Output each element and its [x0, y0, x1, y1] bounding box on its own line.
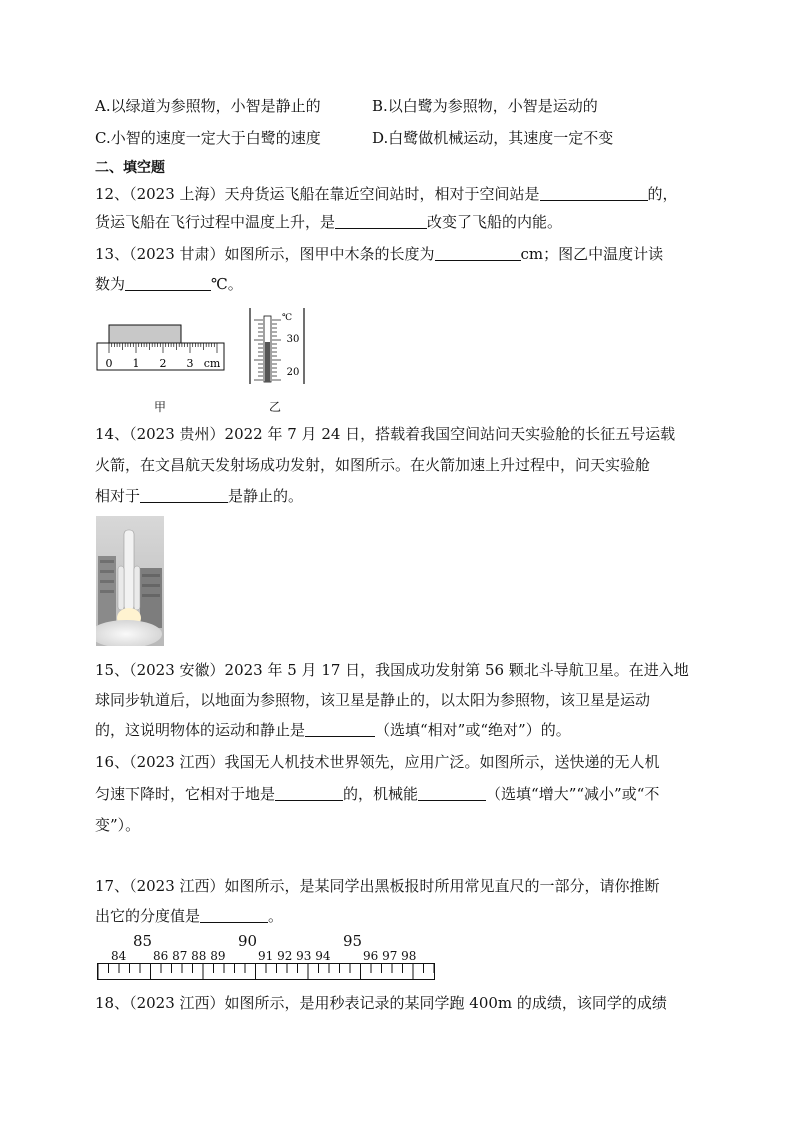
- thermometer-figure: [246, 306, 308, 386]
- q13-text-1a: 13、（2023 甘肃）如图所示，图甲中木条的长度为: [95, 245, 435, 263]
- thermo-liquid: [265, 342, 270, 382]
- q16-text-2b: 的，机械能: [343, 785, 419, 803]
- q14-text-3a: 相对于: [95, 487, 141, 505]
- q17-text-2b: 。: [268, 907, 284, 925]
- q14-blank[interactable]: [140, 488, 228, 503]
- ruler-big-label: 95: [343, 932, 363, 950]
- option-a: A.以绿道为参照物，小智是静止的: [95, 97, 321, 115]
- q18-line1: 18、（2023 江西）如图所示，是用秒表记录的某同学跑 400m 的成绩，该同学的成绩: [95, 994, 667, 1012]
- q14-line1: 14、（2023 贵州）2022 年 7 月 24 日，搭载着我国空间站问天实验舱的长征五号运载: [95, 425, 676, 443]
- q15-line1: 15、（2023 安徽）2023 年 5 月 17 日，我国成功发射第 56 颗北斗导航卫星。在进入地: [95, 661, 689, 679]
- ruler-tick-label: 3: [186, 357, 194, 370]
- ruler-big-label: 85: [133, 932, 153, 950]
- straight-ruler: [97, 963, 435, 980]
- straight-ruler-ticks: [97, 963, 435, 980]
- ruler-tick-label: 0: [105, 357, 113, 370]
- q12-blank-1[interactable]: [540, 186, 648, 201]
- q16-line1: 16、（2023 江西）我国无人机技术世界领先，应用广泛。如图所示，送快递的无人机: [95, 753, 660, 771]
- ruler-tick-label: 1: [132, 357, 140, 370]
- ruler-small-labels: 91 92 93 94: [258, 949, 331, 963]
- figure-label-a: 甲: [153, 400, 166, 414]
- q16-text-2c: （选填“增大”“减小”或“不: [486, 785, 660, 803]
- q13-text-1b: cm；图乙中温度计读: [520, 245, 664, 263]
- q17-line1: 17、（2023 江西）如图所示，是某同学出黑板报时所用常见直尺的一部分，请你推断: [95, 877, 660, 895]
- q13-text-2b: ℃。: [211, 275, 243, 293]
- ruler-small-labels: 96 97 98: [363, 949, 417, 963]
- q13-line1: [95, 244, 663, 264]
- ruler-big-label: 90: [238, 932, 258, 950]
- thermo-unit: ℃: [281, 313, 293, 323]
- ruler-tick-label: 2: [159, 357, 167, 370]
- q12-text-2a: 货运飞船在飞行过程中温度上升，是: [95, 213, 336, 231]
- q16-blank-2[interactable]: [418, 786, 486, 801]
- q17-text-2a: 出它的分度值是: [95, 907, 201, 925]
- q12-line2: [95, 212, 562, 232]
- q15-line3: [95, 720, 571, 740]
- q15-blank[interactable]: [305, 722, 375, 737]
- q12-line1: [95, 184, 678, 204]
- thermo-tick-label: 30: [286, 334, 300, 345]
- ruler-unit: cm: [203, 357, 221, 370]
- option-b: B.以白鹭为参照物，小智是运动的: [372, 97, 598, 115]
- option-d: D.白鹭做机械运动，其速度一定不变: [372, 129, 614, 147]
- q13-blank-1[interactable]: [435, 246, 521, 261]
- ruler-small-labels: 86 87 88 89: [153, 949, 226, 963]
- q17-blank[interactable]: [200, 908, 268, 923]
- q17-line2: [95, 906, 283, 926]
- ruler-figure: [92, 318, 232, 374]
- q16-blank-1[interactable]: [275, 786, 343, 801]
- q14-text-3b: 是静止的。: [228, 487, 304, 505]
- figure-label-b: 乙: [268, 400, 281, 414]
- wood-block: [109, 325, 181, 343]
- q13-blank-2[interactable]: [125, 276, 211, 291]
- section-title: 二、填空题: [95, 160, 165, 176]
- q13-text-2a: 数为: [95, 275, 126, 293]
- q16-text-2a: 匀速下降时，它相对于地是: [95, 785, 276, 803]
- q13-line2: [95, 274, 243, 294]
- q15-text-3b: （选填“相对”或“绝对”）的。: [375, 721, 571, 739]
- q12-text-1a: 12、（2023 上海）天舟货运飞船在靠近空间站时，相对于空间站是: [95, 185, 540, 203]
- q12-text-1b: 的，: [647, 185, 678, 203]
- q15-text-3a: 的，这说明物体的运动和静止是: [95, 721, 306, 739]
- rocket-launch-photo: [96, 516, 164, 646]
- q14-line2: 火箭，在文昌航天发射场成功发射，如图所示。在火箭加速上升过程中，问天实验舱: [95, 456, 651, 474]
- q12-blank-2[interactable]: [335, 214, 427, 229]
- q12-text-2b: 改变了飞船的内能。: [427, 213, 563, 231]
- q16-line3: 变”）。: [95, 816, 141, 834]
- q16-line2: [95, 784, 659, 804]
- q15-line2: 球同步轨道后，以地面为参照物，该卫星是静止的，以太阳为参照物，该卫星是运动: [95, 691, 651, 709]
- q14-line3: [95, 486, 303, 506]
- thermo-tick-label: 20: [286, 367, 300, 378]
- ruler-small-labels: 84: [111, 949, 127, 963]
- option-c: C.小智的速度一定大于白鹭的速度: [95, 129, 321, 147]
